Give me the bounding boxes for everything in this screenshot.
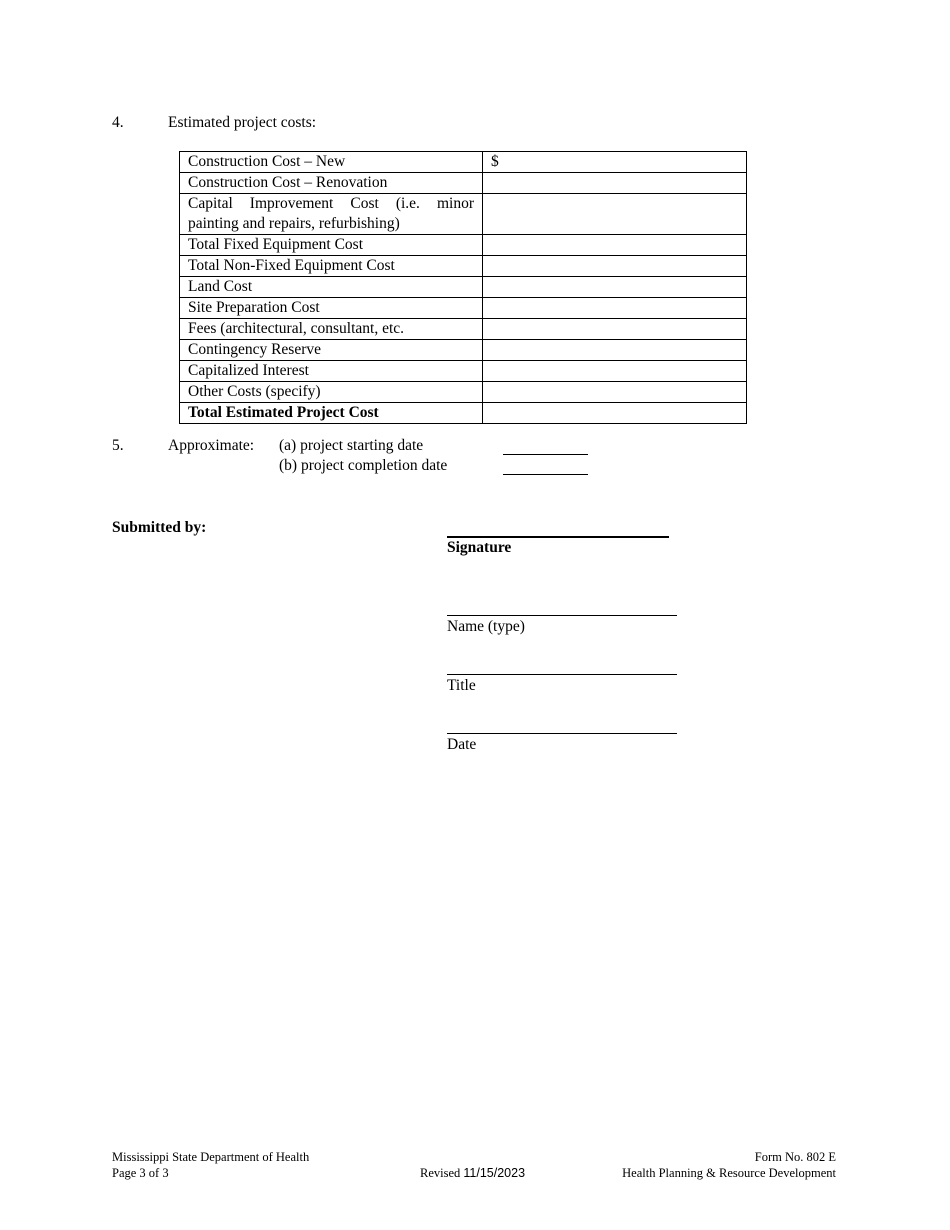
table-row xyxy=(180,298,747,319)
total-cost-label: Total Estimated Project Cost xyxy=(180,403,483,424)
cost-value-field[interactable] xyxy=(483,277,747,298)
cost-label: Construction Cost – New xyxy=(180,152,483,173)
completion-date-blank[interactable] xyxy=(503,474,588,475)
completion-date-label: (b) project completion date xyxy=(279,457,448,474)
cost-label: Contingency Reserve xyxy=(180,340,483,361)
cost-label: Other Costs (specify) xyxy=(180,382,483,403)
table-row xyxy=(180,277,747,298)
signature-label: Signature xyxy=(447,539,512,556)
date-line[interactable] xyxy=(447,733,677,734)
cost-value-field[interactable] xyxy=(483,382,747,403)
start-date-label: (a) project starting date xyxy=(279,437,424,454)
start-date-blank[interactable] xyxy=(503,454,588,455)
cost-label: Capitalized Interest xyxy=(180,361,483,382)
section-5-number: 5. xyxy=(112,437,124,454)
cost-label: Land Cost xyxy=(180,277,483,298)
cost-value-field[interactable] xyxy=(483,298,747,319)
cost-label: Capital Improvement Cost (i.e. minor painting and repairs, refurbishing) xyxy=(180,194,483,235)
title-label: Title xyxy=(447,677,476,694)
cost-label: Total Fixed Equipment Cost xyxy=(180,235,483,256)
table-row xyxy=(180,382,747,403)
table-row xyxy=(180,256,747,277)
table-row xyxy=(180,340,747,361)
section-4-heading: Estimated project costs: xyxy=(168,114,317,131)
cost-label: Site Preparation Cost xyxy=(180,298,483,319)
cost-value-field[interactable] xyxy=(483,173,747,194)
cost-value-field[interactable] xyxy=(483,361,747,382)
title-line[interactable] xyxy=(447,674,677,675)
name-label: Name (type) xyxy=(447,618,525,635)
cost-value-field[interactable] xyxy=(483,235,747,256)
footer-page-number: Page 3 of 3 xyxy=(112,1166,169,1180)
submitted-by-label: Submitted by: xyxy=(112,519,207,536)
table-row xyxy=(180,361,747,382)
footer-form-number: Form No. 802 E xyxy=(754,1150,836,1164)
footer-revised-date: 11/15/2023 xyxy=(463,1166,526,1180)
cost-value-field[interactable] xyxy=(483,256,747,277)
cost-label: Fees (architectural, consultant, etc. xyxy=(180,319,483,340)
footer-revised-label: Revised xyxy=(420,1166,461,1180)
name-line[interactable] xyxy=(447,615,677,616)
cost-value-field[interactable] xyxy=(483,194,747,235)
table-row-total xyxy=(180,403,747,424)
footer-department: Mississippi State Department of Health xyxy=(112,1150,310,1164)
cost-value-field[interactable] xyxy=(483,319,747,340)
table-row xyxy=(180,173,747,194)
footer-office: Health Planning & Resource Development xyxy=(622,1166,836,1180)
section-5-heading: Approximate: xyxy=(168,437,255,454)
project-cost-table xyxy=(179,151,747,424)
section-4-number: 4. xyxy=(112,114,124,131)
cost-value-field[interactable]: $ xyxy=(483,152,747,173)
footer-revised xyxy=(420,1165,525,1181)
cost-value-field[interactable] xyxy=(483,340,747,361)
cost-label: Total Non-Fixed Equipment Cost xyxy=(180,256,483,277)
table-row xyxy=(180,235,747,256)
table-row xyxy=(180,152,747,173)
total-cost-value-field[interactable] xyxy=(483,403,747,424)
date-label: Date xyxy=(447,736,477,753)
table-row xyxy=(180,319,747,340)
cost-label: Construction Cost – Renovation xyxy=(180,173,483,194)
table-row xyxy=(180,194,747,235)
